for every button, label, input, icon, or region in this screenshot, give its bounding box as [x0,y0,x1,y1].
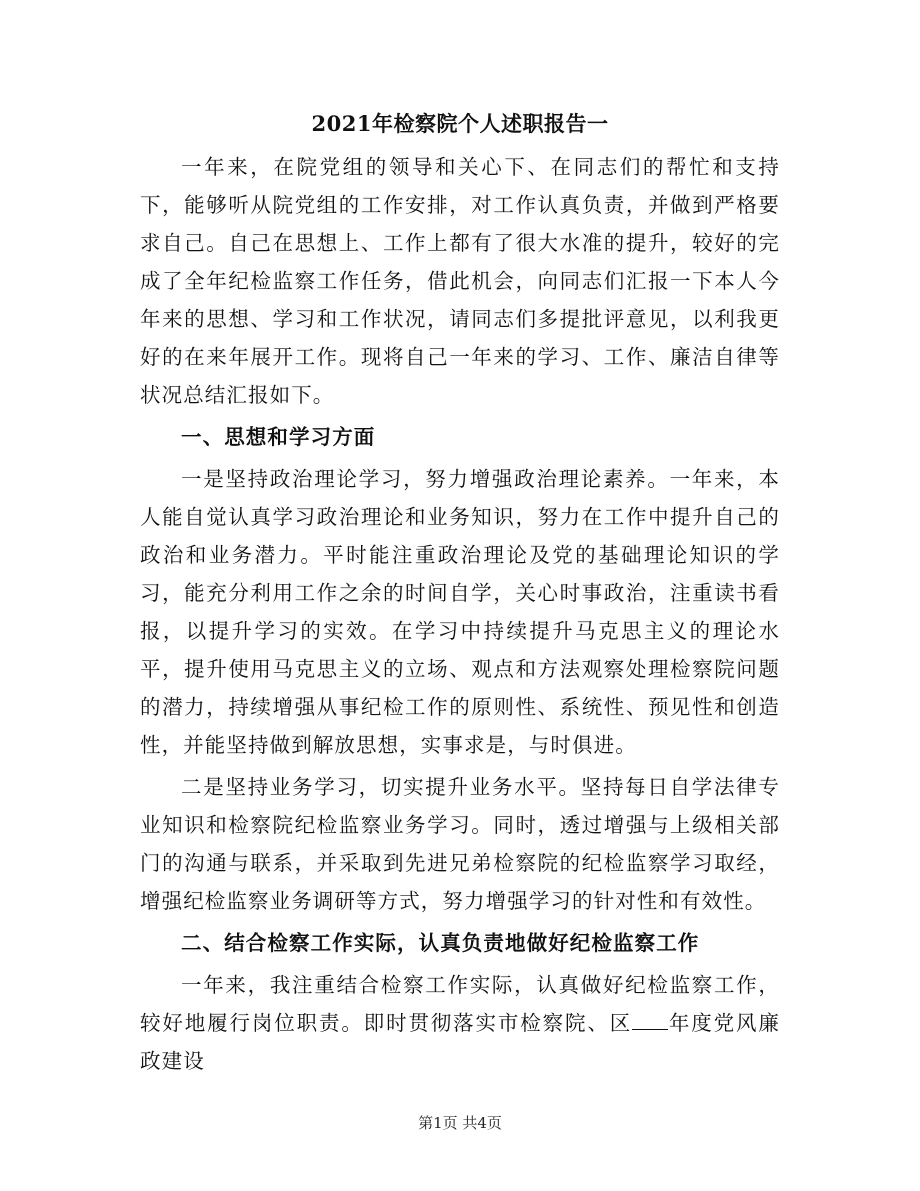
intro-paragraph: 一年来，在院党组的领导和关心下、在同志们的帮忙和支持下，能够听从院党组的工作安排，对工作认真负责，并做到严格要求自己。自己在思想上、工作上都有了很大水准的提升，较好的完成了全年纪检监察工作任务，借此机会，向同志们汇报一下本人今年来的思想、学习和工作状况，请同志们多提批评意见，以利我更好的在来年展开工作。现将自己一年来的学习、工作、廉洁自律等状况总结汇报如下。 [140,155,780,407]
document-body [140,148,780,1084]
section-1-paragraph-2: 二是坚持业务学习，切实提升业务水平。坚持每日自学法律专业知识和检察院纪检监察业务学习。同时，透过增强与上级相关部门的沟通与联系，并采取到先进兄弟检察院的纪检监察学习取经，增强纪检监察业务调研等方式，努力增强学习的针对性和有效性。 [140,775,780,913]
document-title: 2021年检察院个人述职报告一 [311,111,609,136]
section-1-heading: 一、思想和学习方面 [181,425,376,449]
section-2-text-before-blank: 一年来，我注重结合检察工作实际，认真做好纪检监察工作，较好地履行岗位职责。即时贯彻落实市检察院、区 [140,973,780,1035]
section-2-heading: 二、结合检察工作实际，认真负责地做好纪检监察工作 [181,931,700,955]
section-2-text-after-blank: 年度党风廉政建设 [140,1011,781,1073]
section-1-paragraph-1: 一是坚持政治理论学习，努力增强政治理论素养。一年来，本人能自觉认真学习政治理论和业务知识，努力在工作中提升自己的政治和业务潜力。平时能注重政治理论及党的基础理论知识的学习，能充分利用工作之余的时间自学，关心时事政治，注重读书看报，以提升学习的实效。在学习中持续提升马克思主义的理论水平，提升使用马克思主义的立场、观点和方法观察处理检察院问题的潜力，持续增强从事纪检工作的原则性、系统性、预见性和创造性，并能坚持做到解放思想，实事求是，与时俱进。 [140,467,780,757]
fill-in-blank [632,1007,668,1030]
page-number: 第1页 共4页 [418,1114,502,1132]
section-2-paragraph-1 [140,966,780,1080]
